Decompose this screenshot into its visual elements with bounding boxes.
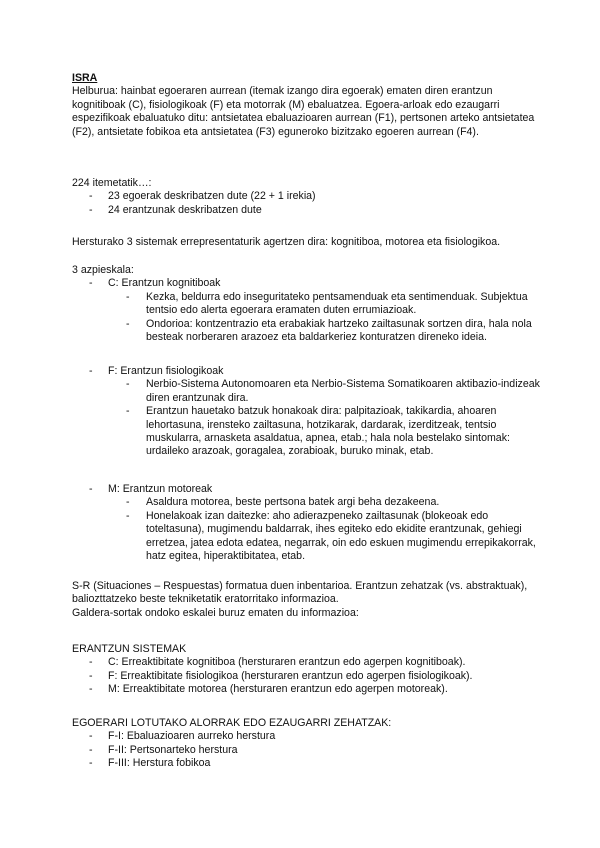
subscales-heading: 3 azpieskala: xyxy=(72,264,134,276)
subscale-label: - M: Erantzun motoreak xyxy=(89,483,213,495)
list-item: - F-I: Ebaluazioaren aurreko herstura xyxy=(89,730,276,743)
subscale-f xyxy=(72,365,542,459)
sr-section xyxy=(72,580,542,620)
items-section xyxy=(72,177,542,217)
sr-paragraph: S-R (Situaciones – Respuestas) formatua duen inbentarioa. Erantzun zehatzak (vs. abstraktuak), baliozttatzeko beste tekniketatik eratorritako informazioa. xyxy=(72,580,528,606)
intro-paragraph: Helburua: hainbat egoeraren aurrean (itemak izango dira egoerak) ematen diren erantzun kognitiboak (C), fisiologikoak (F) eta motorrak (M) ebaluatzea. Egoera-arloak edo ezaugarri espezifikoak ebaluatuko ditu: antsietatea ebaluazioaren aurrean (F1), pertsonen arteko antsietatea (F2), antsietate fobikoa eta antsietatea (F3) eguneroko bizitzako egoeren aurrean (F4). xyxy=(72,85,535,138)
list-item: - F: Erreaktibitate fisiologikoa (hersturaren erantzun edo agerpen fisiologikoak). xyxy=(89,669,473,682)
response-systems-section xyxy=(72,643,542,697)
list-item: - F-III: Herstura fobikoa xyxy=(89,757,211,770)
isra-section xyxy=(72,72,542,139)
list-item: - Asaldura motorea, beste pertsona batek argi beha dezakeena. xyxy=(126,496,440,509)
subscale-label: - F: Erantzun fisiologikoak xyxy=(89,365,224,377)
list-item: - F-II: Pertsonarteko herstura xyxy=(89,743,238,756)
situational-areas-heading: EGOERARI LOTUTAKO ALORRAK EDO EZAUGARRI ZEHATZAK: xyxy=(72,717,392,729)
section-title: ISRA xyxy=(72,72,98,84)
list-item: - Erantzun hauetako batzuk honakoak dira: palpitazioak, takikardia, ahoaren lehortasuna, irensteko zailtasuna, hotzikarak, dardarak, izerditzeak, tentsio muskularra, arnasketa asaldatua, apnea, etab.; hala nola bestelako sintomak: urdaileko arazoak, goragalea, zorabioak, buruko minak, etab. xyxy=(126,405,510,458)
subscale-label: - C: Erantzun kognitiboak xyxy=(89,277,221,290)
list-item: - M: Erreaktibitate motorea (hersturaren erantzun edo agerpen motoreak). xyxy=(89,683,448,696)
subscale-m xyxy=(72,483,542,563)
list-item: - 23 egoerak deskribatzen dute (22 + 1 irekia) xyxy=(89,190,316,203)
list-item: - Honelakoak izan daitezke: aho adierazpeneko zailtasunak (blokeoak edo toteltasuna), mugimendu baldarrak, ihes egiteko edo ekidite erantzunak, gehiegi erretzea, jatea edota edatea, negarrak, oin edo eskuen mugimendu errepikakorrak, hatz egitea, hiperaktibitatea, etab. xyxy=(126,509,536,563)
list-item: - Ondorioa: kontzentrazio eta erabakiak hartzeko zailtasunak sortzen dira, hala nola besteak norberaren arazoez eta baldarkeriez konturatzen direneko ideia. xyxy=(126,317,532,344)
subscales-section xyxy=(72,264,542,344)
list-item: - Nerbio-Sistema Autonomoaren eta Nerbio-Sistema Somatikoaren aktibazio-indizeak diren erantzunak dira. xyxy=(126,378,540,404)
list-item: - Kezka, beldurra edo inseguritateko pentsamenduak eta sentimenduak. Subjektua tentsio edo alerta egoerara eramaten duten errumiazioak. xyxy=(126,290,528,317)
sr-paragraph: Galdera-sortak ondoko eskalei buruz ematen du informazioa: xyxy=(72,606,359,619)
situational-areas-section xyxy=(72,717,542,771)
list-item: - 24 erantzunak deskribatzen dute xyxy=(89,203,262,216)
items-heading: 224 itemetatik…: xyxy=(72,177,152,189)
response-systems-heading: ERANTZUN SISTEMAK xyxy=(72,643,187,655)
list-item: - C: Erreaktibitate kognitiboa (hersturaren erantzun edo agerpen kognitiboak). xyxy=(89,656,466,669)
systems-sentence: Hersturako 3 sistemak errepresentaturik agertzen dira: kognitiboa, motorea eta fisiologikoa. xyxy=(72,236,501,248)
